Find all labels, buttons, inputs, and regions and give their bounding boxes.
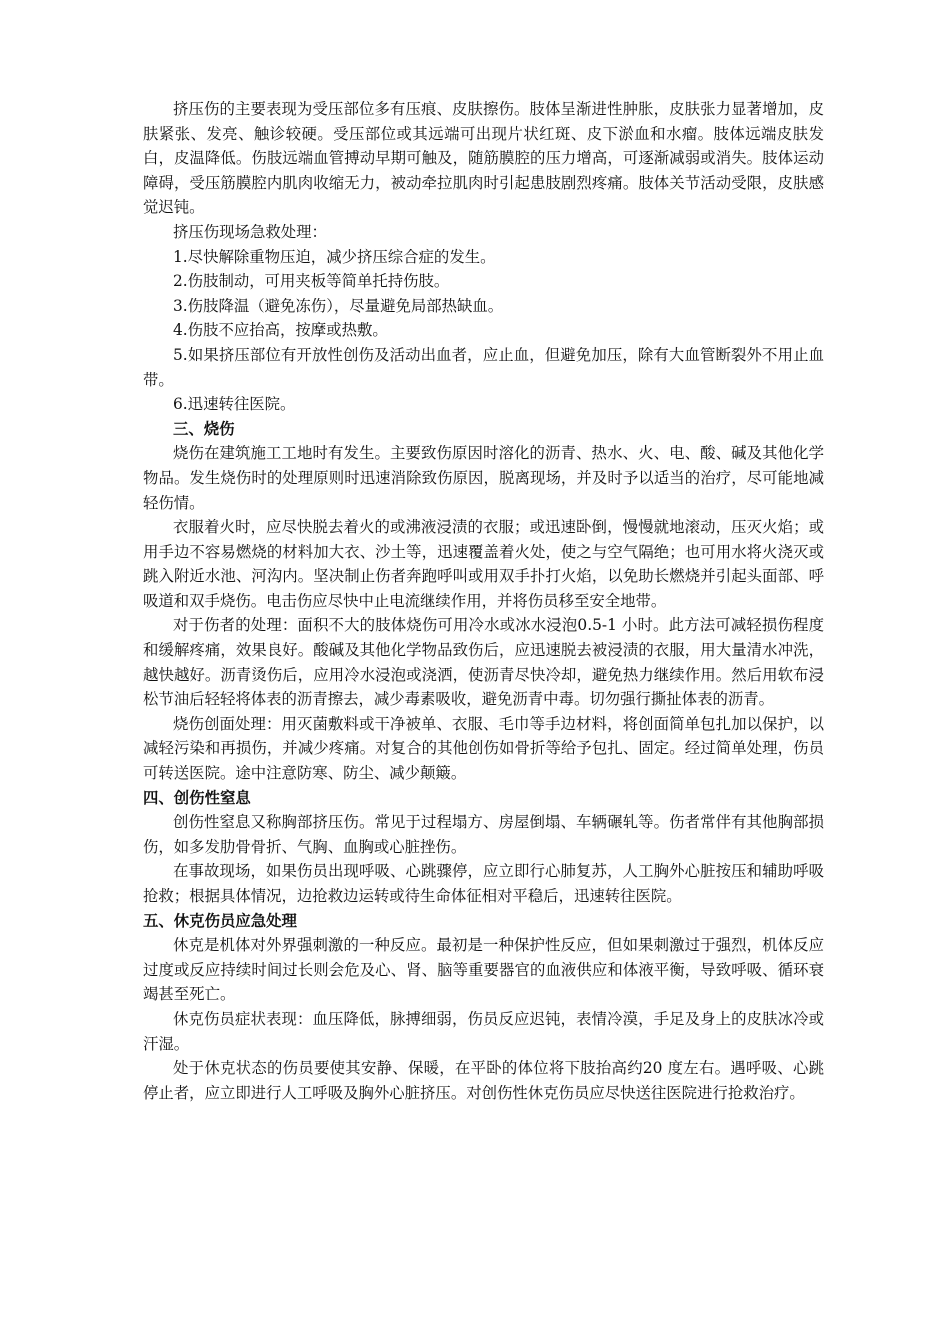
- paragraph-burn-treatment: 对于伤者的处理：面积不大的肢体烧伤可用冷水或冰水浸泡0.5-1 小时。此方法可减轻损伤程度和缓解疼痛，效果良好。酸碱及其他化学物品致伤后，应迅速脱去被浸渍的衣服，用大量清水冲洗，越快越好。沥青烫伤后，应用冷水浸泡或浇洒，使沥青尽快冷却，避免热力继续作用。然后用软布浸松节油后轻轻将体表的沥青擦去，减少毒素吸收，避免沥青中毒。切勿强行撕扯体表的沥青。: [143, 616, 824, 709]
- section-heading-shock: 五、休克伤员应急处理: [143, 911, 297, 930]
- list-item-4: 4.伤肢不应抬高，按摩或热敷。: [173, 321, 388, 340]
- paragraph-asphyxia-overview: 创伤性窒息又称胸部挤压伤。常见于过程塌方、房屋倒塌、车辆碾轧等。伤者常伴有其他胸部损伤，如多发肋骨骨折、气胸、血胸或心脏挫伤。: [143, 813, 824, 856]
- list-item-3: 3.伤肢降温（避免冻伤），尽量避免局部热缺血。: [173, 296, 504, 315]
- list-item-5: 5.如果挤压部位有开放性创伤及活动出血者，应止血，但避免加压，除有大血管断裂外不用止血带。: [143, 345, 824, 389]
- section-heading-burns: 三、烧伤: [173, 419, 235, 438]
- paragraph-asphyxia-rescue: 在事故现场，如果伤员出现呼吸、心跳骤停，应立即行心肺复苏，人工胸外心脏按压和辅助呼吸抢救；根据具体情况，边抢救边运转或待生命体征相对平稳后，迅速转往医院。: [143, 862, 824, 905]
- list-item-2: 2.伤肢制动，可用夹板等简单托持伤肢。: [173, 272, 450, 291]
- list-item-1: 1.尽快解除重物压迫，减少挤压综合症的发生。: [173, 247, 496, 266]
- paragraph-crush-injury-symptoms: 挤压伤的主要表现为受压部位多有压痕、皮肤擦伤。肢体呈渐进性肿胀，皮肤张力显著增加，皮肤紧张、发亮、触诊较硬。受压部位或其远端可出现片状红斑、皮下淤血和水瘤。肢体远端皮肤发白，皮温降低。伤肢远端血管搏动早期可触及，随筋膜腔的压力增高，可逐渐减弱或消失。肢体运动障碍，受压筋膜腔内肌肉收缩无力，被动牵拉肌肉时引起患肢剧烈疼痛。肢体关节活动受限，皮肤感觉迟钝。: [143, 100, 824, 217]
- section-heading-traumatic-asphyxia: 四、创伤性窒息: [143, 788, 251, 807]
- paragraph-shock-treatment: 处于休克状态的伤员要使其安静、保暖，在平卧的体位将下肢抬高约20 度左右。遇呼吸、心跳停止者，应立即进行人工呼吸及胸外心脏挤压。对创伤性休克伤员应尽快送往医院进行抢救治疗。: [143, 1059, 824, 1102]
- paragraph-clothing-fire: 衣服着火时，应尽快脱去着火的或沸液浸渍的衣服；或迅速卧倒，慢慢就地滚动，压灭火焰；或用手边不容易燃烧的材料加大衣、沙土等，迅速覆盖着火处，使之与空气隔绝；也可用水将火浇灭或跳入附近水池、河沟内。坚决制止伤者奔跑呼叫或用双手扑打火焰，以免助长燃烧并引起头面部、呼吸道和双手烧伤。电击伤应尽快中止电流继续作用，并将伤员移至安全地带。: [143, 518, 824, 610]
- list-item-6: 6.迅速转往医院。: [173, 395, 296, 414]
- paragraph-crush-first-aid-intro: 挤压伤现场急救处理：: [173, 222, 327, 241]
- paragraph-shock-symptoms: 休克伤员症状表现：血压降低，脉搏细弱，伤员反应迟钝，表情冷漠，手足及身上的皮肤冰冷或汗湿。: [143, 1009, 824, 1053]
- document-page: [143, 97, 824, 1105]
- paragraph-shock-overview: 休克是机体对外界强刺激的一种反应。最初是一种保护性反应，但如果刺激过于强烈，机体反应过度或反应持续时间过长则会危及心、肾、脑等重要器官的血液供应和体液平衡，导致呼吸、循环衰竭甚至死亡。: [143, 936, 824, 1004]
- paragraph-burn-wound-care: 烧伤创面处理：用灭菌敷料或干净被单、衣服、毛巾等手边材料，将创面简单包扎加以保护，以减轻污染和再损伤，并减少疼痛。对复合的其他创伤如骨折等给予包扎、固定。经过简单处理，伤员可转送医院。途中注意防寒、防尘、减少颠簸。: [143, 714, 824, 783]
- paragraph-burns-overview: 烧伤在建筑施工工地时有发生。主要致伤原因时溶化的沥青、热水、火、电、酸、碱及其他化学物品。发生烧伤时的处理原则时迅速消除致伤原因，脱离现场，并及时予以适当的治疗，尽可能地减轻伤情。: [143, 444, 824, 512]
